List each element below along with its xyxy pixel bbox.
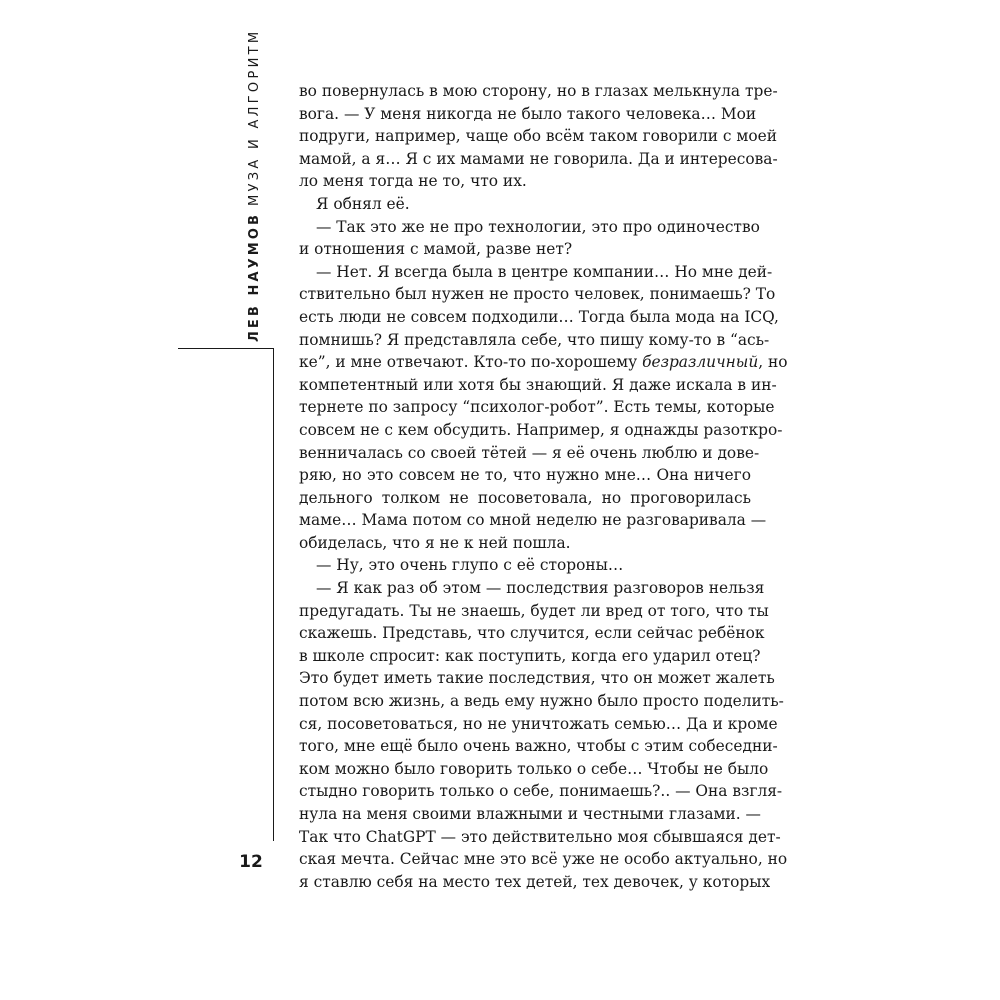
text-line: мамой, а я… Я с их мамами не говорила. Да и интересова- [299,149,778,168]
text-line: ская мечта. Сейчас мне это всё уже не особо актуально, но [299,850,788,869]
text-segment: ке”, и мне отвечают. Кто-то по-хорошему [299,353,643,372]
text-line: обиделась, что я не к ней пошла. [299,533,571,552]
page-number: 12 [239,852,263,872]
margin-rule-vertical [273,348,274,841]
text-line: ся, посоветоваться, но не уничтожать семью… Да и кроме [299,714,778,733]
text-line: компетентный или хотя бы знающий. Я даже искала в ин- [299,375,777,394]
text-line: вога. — У меня никогда не было такого человека… Мои [299,104,757,123]
text-line: тернете по запросу “психолог-робот”. Есть темы, которые [299,398,775,417]
text-line: во повернулась в мою сторону, но в глазах мелькнула тре- [299,82,778,100]
text-line: помнишь? Я представляла себе, что пишу кому-то в “ась- [299,330,770,349]
text-line: — Ну, это очень глупо с её стороны… [316,556,624,575]
text-line: есть люди не совсем подходили… Тогда была мода на ICQ, [299,307,779,326]
running-head [244,28,266,342]
text-line: предугадать. Ты не знаешь, будет ли вред от того, что ты [299,601,769,620]
text-line: ряю, но это совсем не то, что нужно мне… Она ничего [299,466,751,485]
text-line: дельного толком не посоветовала, но проговорилась [299,488,751,507]
text-line: ком можно было говорить только о себе… Чтобы не было [299,759,769,778]
text-line: — Так это же не про технологии, это про одиночество [316,217,760,236]
text-line: скажешь. Представь, что случится, если сейчас ребёнок [299,624,765,643]
text-line: Это будет иметь такие последствия, что он может жалеть [299,669,775,688]
italic-word: безразличный [642,353,759,372]
text-line: я ставлю себя на место тех детей, тех девочек, у которых [299,872,771,891]
margin-rule-horizontal [178,348,273,349]
text-line: венничалась со своей тётей — я её очень люблю и дове- [299,443,760,462]
text-line: потом всю жизнь, а ведь ему нужно было просто поделить- [299,692,784,711]
text-line: в школе спросит: как поступить, когда его ударил отец? [299,646,761,665]
text-line: стыдно говорить только о себе, понимаешь?.. — Она взгля- [299,782,783,801]
text-line: ствительно был нужен не просто человек, понимаешь? То [299,285,776,304]
text-line: того, мне ещё было очень важно, чтобы с этим собеседни- [299,737,778,756]
body-text [299,80,788,893]
text-line: Так что ChatGPT — это действительно моя сбывшаяся дет- [299,827,781,846]
text-line: совсем не с кем обсудить. Например, я однажды разоткро- [299,420,783,439]
running-head-title: МУЗА И АЛГОРИТМ [247,28,262,207]
text-line [299,351,788,374]
text-line: ло меня тогда не то, что их. [299,172,527,191]
text-line: подруги, например, чаще обо всём таком говорили с моей [299,127,777,146]
text-line: маме… Мама потом со мной неделю не разговаривала — [299,511,767,530]
text-line: — Я как раз об этом — последствия разговоров нельзя [316,579,765,598]
text-line: Я обнял её. [316,194,410,213]
text-segment: , но [758,353,788,372]
text-line: и отношения с мамой, разве нет? [299,240,573,259]
running-head-author: ЛЕВ НАУМОВ [247,212,262,342]
text-line: — Нет. Я всегда была в центре компании… Но мне дей- [316,262,773,281]
text-line: нула на меня своими влажными и честными глазами. — [299,805,761,823]
